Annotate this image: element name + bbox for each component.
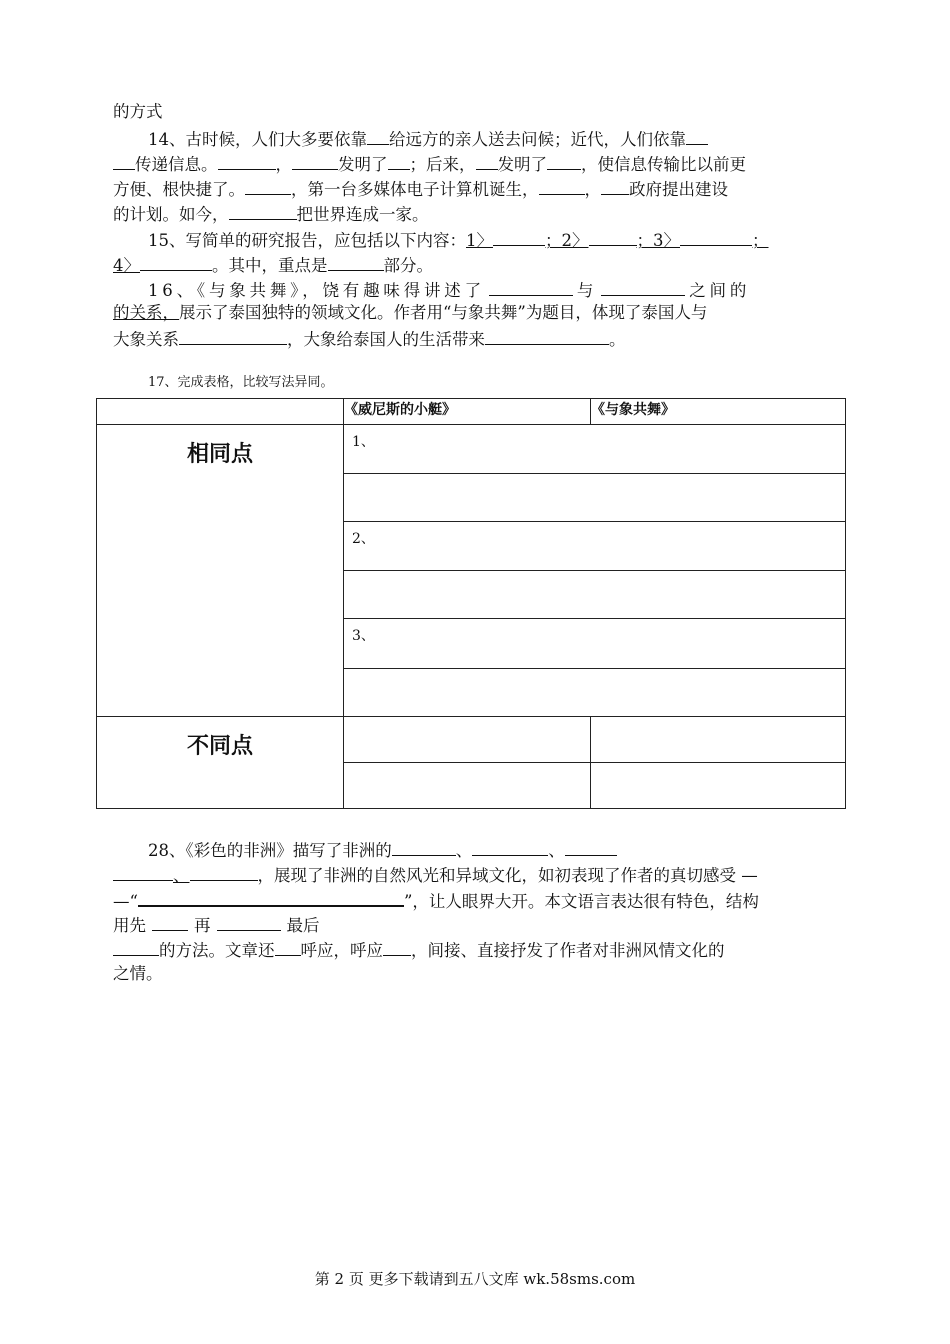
blank[interactable] — [565, 838, 617, 856]
answer-cell[interactable] — [344, 669, 846, 717]
answer-cell[interactable] — [344, 763, 591, 809]
question-28-line-3 — [113, 888, 759, 913]
text: 28、《彩色的非洲》描写了非洲的 — [148, 841, 392, 860]
blank[interactable] — [217, 913, 281, 931]
blank[interactable] — [245, 177, 291, 195]
different-points-label: 不同点 — [97, 717, 344, 809]
answer-cell[interactable] — [344, 571, 846, 619]
text: —“ — [113, 892, 138, 911]
blank[interactable] — [485, 327, 609, 345]
text: 的计划。如今， — [113, 205, 229, 224]
question-28-line-6 — [113, 963, 163, 985]
question-16 — [148, 278, 750, 302]
answer-cell[interactable] — [344, 474, 846, 522]
text: 的关系， — [113, 303, 179, 322]
text: 发明了 — [497, 155, 547, 174]
text: 传递信息。 — [135, 155, 218, 174]
blank[interactable] — [367, 127, 389, 145]
text: ”，让人眼界大开。本文语言表达很有特色，结构 — [403, 892, 759, 911]
text: 15、写简单的研究报告，应包括以下内容： — [148, 231, 466, 250]
blank[interactable] — [138, 888, 404, 907]
text: ，使信息传输比以前更 — [581, 155, 746, 174]
text: 用先 — [113, 916, 146, 935]
blank[interactable] — [489, 278, 573, 296]
question-15 — [148, 228, 769, 252]
column-header: 《威尼斯的小艇》 — [344, 399, 591, 425]
answer-cell[interactable] — [591, 717, 846, 763]
text: 与 — [576, 281, 598, 300]
text: 方便、根快捷了。 — [113, 180, 245, 199]
answer-cell[interactable]: 1、 — [344, 425, 846, 474]
blank[interactable] — [601, 278, 685, 296]
page-footer: 第 2 页 更多下载请到五八文库 wk.58sms.com — [314, 1270, 636, 1288]
table-cell — [97, 399, 344, 425]
text: ，大象给泰国人的生活带来 — [287, 330, 485, 349]
text: ， — [275, 155, 292, 174]
blank[interactable] — [190, 863, 258, 881]
text: 14、古时候，人们大多要依靠 — [148, 130, 367, 149]
blank[interactable] — [539, 177, 585, 195]
text: ，第一台多媒体电子计算机诞生， — [291, 180, 539, 199]
blank[interactable] — [140, 253, 212, 271]
blank[interactable] — [493, 228, 545, 246]
table-header-row — [97, 399, 846, 425]
blank[interactable] — [179, 327, 287, 345]
blank[interactable] — [686, 127, 708, 145]
text: 的方式 — [113, 102, 163, 121]
answer-cell[interactable] — [591, 763, 846, 809]
question-14 — [148, 127, 708, 151]
text: 发明了 — [338, 155, 388, 174]
blank[interactable] — [113, 863, 173, 881]
question-17-title — [148, 372, 334, 394]
question-16-line-3 — [113, 327, 626, 351]
table-row — [97, 717, 846, 763]
answer-cell[interactable]: 3、 — [344, 619, 846, 669]
text: 17、完成表格，比较写法异同。 — [148, 375, 334, 390]
text: 之间的 — [689, 281, 751, 300]
text: 部分。 — [383, 256, 433, 275]
question-14-line-2 — [113, 152, 746, 176]
text: 。 — [609, 330, 626, 349]
blank[interactable] — [589, 228, 637, 246]
blank[interactable] — [113, 938, 159, 956]
text: ，间接、直接抒发了作者对非洲风情文化的 — [411, 941, 725, 960]
comparison-table — [96, 398, 846, 809]
blank[interactable] — [388, 152, 410, 170]
blank[interactable] — [472, 838, 548, 856]
text: ； — [752, 231, 769, 250]
blank[interactable] — [680, 228, 752, 246]
question-28 — [148, 838, 617, 862]
blank[interactable] — [218, 152, 276, 170]
text: 呼应，呼应 — [300, 941, 383, 960]
answer-cell[interactable]: 2、 — [344, 522, 846, 571]
blank[interactable] — [152, 913, 188, 931]
question-14-line-4 — [113, 202, 429, 226]
question-16-line-2 — [113, 302, 707, 324]
text-line — [113, 101, 163, 123]
text: 再 — [194, 916, 211, 935]
question-15-line-2 — [113, 253, 433, 277]
text: ， — [584, 180, 601, 199]
answer-cell[interactable] — [344, 717, 591, 763]
text: 。其中，重点是 — [212, 256, 328, 275]
text: 最后 — [286, 916, 320, 935]
blank[interactable] — [275, 938, 301, 956]
text: 4〉 — [113, 256, 140, 275]
blank[interactable] — [292, 152, 338, 170]
text: 把世界连成一家。 — [296, 205, 429, 224]
table-row — [97, 425, 846, 474]
text: 大象关系 — [113, 330, 179, 349]
blank[interactable] — [229, 202, 297, 220]
text: 给远方的亲人送去问候；近代，人们依靠 — [389, 130, 686, 149]
question-28-line-5 — [113, 938, 725, 962]
text: 1〉 — [466, 231, 493, 250]
blank[interactable] — [328, 253, 384, 271]
text: ，展现了非洲的自然风光和异域文化，如初表现了作者的真切感受 — — [257, 866, 758, 885]
question-28-line-2 — [113, 863, 758, 887]
blank[interactable] — [113, 152, 135, 170]
text: 、 — [173, 866, 190, 885]
blank[interactable] — [383, 938, 411, 956]
text: 、 — [455, 841, 473, 860]
text: 展示了泰国独特的领域文化。作者用“与象共舞”为题目，体现了泰国人与 — [179, 303, 708, 322]
text: 的方法。文章还 — [159, 941, 275, 960]
blank[interactable] — [476, 152, 498, 170]
blank[interactable] — [601, 177, 629, 195]
text: 、 — [548, 841, 565, 860]
text: ；后来， — [409, 155, 476, 174]
text: ；3〉 — [636, 231, 680, 250]
question-28-line-4 — [113, 913, 320, 937]
same-points-label: 相同点 — [97, 425, 344, 717]
blank[interactable] — [547, 152, 581, 170]
question-14-line-3 — [113, 177, 728, 201]
column-header: 《与象共舞》 — [591, 399, 846, 425]
blank[interactable] — [392, 838, 456, 856]
text: 之情。 — [113, 964, 163, 983]
text: 16、《与象共舞》，饶有趣味得讲述了 — [148, 281, 485, 300]
text: ；2〉 — [545, 231, 589, 250]
text: 政府提出建设 — [629, 180, 728, 199]
